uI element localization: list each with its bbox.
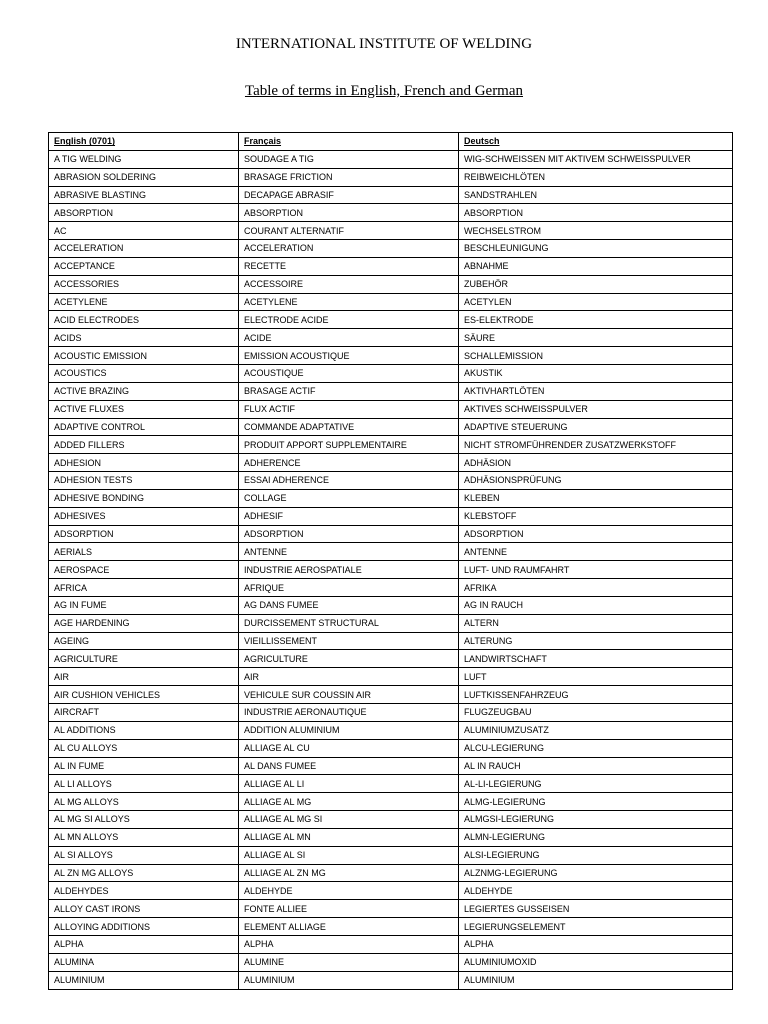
french-term: ALLIAGE AL LI (239, 775, 459, 793)
french-term: BRASAGE ACTIF (239, 382, 459, 400)
english-term: AEROSPACE (49, 561, 239, 579)
french-term: ELEMENT ALLIAGE (239, 918, 459, 936)
french-term: ACIDE (239, 329, 459, 347)
french-term: FONTE ALLIEE (239, 900, 459, 918)
table-row (49, 686, 733, 704)
table-row (49, 507, 733, 525)
german-term: ALTERUNG (459, 632, 733, 650)
header-french: Français (239, 133, 459, 151)
english-term: ACETYLENE (49, 293, 239, 311)
table-row (49, 971, 733, 989)
table-row (49, 918, 733, 936)
table-row (49, 382, 733, 400)
french-term: ALUMINE (239, 953, 459, 971)
french-term: PRODUIT APPORT SUPPLEMENTAIRE (239, 436, 459, 454)
english-term: AL MG ALLOYS (49, 793, 239, 811)
table-row (49, 275, 733, 293)
german-term: NICHT STROMFÜHRENDER ZUSATZWERKSTOFF (459, 436, 733, 454)
german-term: LUFT (459, 668, 733, 686)
english-term: ACIDS (49, 329, 239, 347)
french-term: ALLIAGE AL ZN MG (239, 864, 459, 882)
table-row (49, 293, 733, 311)
table-row (49, 454, 733, 472)
french-term: DURCISSEMENT STRUCTURAL (239, 614, 459, 632)
french-term: AFRIQUE (239, 579, 459, 597)
table-row (49, 739, 733, 757)
german-term: SÄURE (459, 329, 733, 347)
french-term: ALLIAGE AL MG SI (239, 811, 459, 829)
english-term: ALPHA (49, 935, 239, 953)
english-term: ADHESIVES (49, 507, 239, 525)
german-term: ALPHA (459, 935, 733, 953)
german-term: AL-LI-LEGIERUNG (459, 775, 733, 793)
german-term: ALZNMG-LEGIERUNG (459, 864, 733, 882)
table-row (49, 614, 733, 632)
table-row (49, 222, 733, 240)
table-row (49, 204, 733, 222)
table-row (49, 329, 733, 347)
table-row (49, 757, 733, 775)
english-term: ALLOY CAST IRONS (49, 900, 239, 918)
terms-table-body (49, 150, 733, 989)
english-term: ACTIVE FLUXES (49, 400, 239, 418)
english-term: ALUMINIUM (49, 971, 239, 989)
english-term: ADHESION (49, 454, 239, 472)
english-term: AL CU ALLOYS (49, 739, 239, 757)
french-term: ESSAI ADHERENCE (239, 472, 459, 490)
german-term: ALCU-LEGIERUNG (459, 739, 733, 757)
english-term: ACOUSTICS (49, 364, 239, 382)
german-term: FLUGZEUGBAU (459, 704, 733, 722)
english-term: AL SI ALLOYS (49, 846, 239, 864)
table-row (49, 721, 733, 739)
french-term: ABSORPTION (239, 204, 459, 222)
english-term: AG IN FUME (49, 596, 239, 614)
german-term: ALTERN (459, 614, 733, 632)
french-term: ALLIAGE AL MN (239, 828, 459, 846)
french-term: BRASAGE FRICTION (239, 168, 459, 186)
english-term: ALDEHYDES (49, 882, 239, 900)
document-subtitle: Table of terms in English, French and German (244, 83, 524, 99)
german-term: ANTENNE (459, 543, 733, 561)
german-term: AL IN RAUCH (459, 757, 733, 775)
german-term: ALDEHYDE (459, 882, 733, 900)
french-term: COMMANDE ADAPTATIVE (239, 418, 459, 436)
table-header-row (49, 133, 733, 151)
german-term: LEGIERUNGSELEMENT (459, 918, 733, 936)
header-german: Deutsch (459, 133, 733, 151)
page-title: INTERNATIONAL INSTITUTE OF WELDING (235, 36, 533, 52)
english-term: AGEING (49, 632, 239, 650)
english-term: ACTIVE BRAZING (49, 382, 239, 400)
german-term: AKUSTIK (459, 364, 733, 382)
table-row (49, 793, 733, 811)
table-row (49, 472, 733, 490)
french-term: ALPHA (239, 935, 459, 953)
german-term: AKTIVES SCHWEISSPULVER (459, 400, 733, 418)
table-row (49, 811, 733, 829)
french-term: DECAPAGE ABRASIF (239, 186, 459, 204)
table-row (49, 828, 733, 846)
table-row (49, 596, 733, 614)
english-term: AL ZN MG ALLOYS (49, 864, 239, 882)
english-term: ADSORPTION (49, 525, 239, 543)
english-term: ALUMINA (49, 953, 239, 971)
english-term: ADHESION TESTS (49, 472, 239, 490)
table-row (49, 257, 733, 275)
german-term: LANDWIRTSCHAFT (459, 650, 733, 668)
english-term: AIR (49, 668, 239, 686)
french-term: AIR (239, 668, 459, 686)
table-row (49, 543, 733, 561)
table-row (49, 418, 733, 436)
french-term: ELECTRODE ACIDE (239, 311, 459, 329)
english-term: ACCEPTANCE (49, 257, 239, 275)
german-term: ALMGSI-LEGIERUNG (459, 811, 733, 829)
english-term: ADHESIVE BONDING (49, 489, 239, 507)
french-term: INDUSTRIE AERONAUTIQUE (239, 704, 459, 722)
french-term: ACOUSTIQUE (239, 364, 459, 382)
french-term: INDUSTRIE AEROSPATIALE (239, 561, 459, 579)
table-row (49, 168, 733, 186)
german-term: AKTIVHARTLÖTEN (459, 382, 733, 400)
german-term: KLEBSTOFF (459, 507, 733, 525)
german-term: WECHSELSTROM (459, 222, 733, 240)
table-row (49, 935, 733, 953)
french-term: ALDEHYDE (239, 882, 459, 900)
german-term: KLEBEN (459, 489, 733, 507)
french-term: ALLIAGE AL MG (239, 793, 459, 811)
french-term: ACCESSOIRE (239, 275, 459, 293)
header-english: English (0701) (49, 133, 239, 151)
german-term: ALUMINIUMZUSATZ (459, 721, 733, 739)
german-term: SANDSTRAHLEN (459, 186, 733, 204)
german-term: SCHALLEMISSION (459, 347, 733, 365)
table-row (49, 632, 733, 650)
english-term: ALLOYING ADDITIONS (49, 918, 239, 936)
french-term: ADDITION ALUMINIUM (239, 721, 459, 739)
table-row (49, 347, 733, 365)
french-term: ADHERENCE (239, 454, 459, 472)
german-term: ADHÄSION (459, 454, 733, 472)
english-term: ABRASIVE BLASTING (49, 186, 239, 204)
german-term: LUFT- UND RAUMFAHRT (459, 561, 733, 579)
english-term: ABRASION SOLDERING (49, 168, 239, 186)
english-term: AIR CUSHION VEHICLES (49, 686, 239, 704)
german-term: ES-ELEKTRODE (459, 311, 733, 329)
french-term: AL DANS FUMEE (239, 757, 459, 775)
english-term: ACCELERATION (49, 240, 239, 258)
german-term: ABSORPTION (459, 204, 733, 222)
table-row (49, 864, 733, 882)
german-term: ACETYLEN (459, 293, 733, 311)
english-term: AL MN ALLOYS (49, 828, 239, 846)
english-term: ACOUSTIC EMISSION (49, 347, 239, 365)
french-term: ADHESIF (239, 507, 459, 525)
table-row (49, 579, 733, 597)
english-term: AC (49, 222, 239, 240)
german-term: LEGIERTES GUSSEISEN (459, 900, 733, 918)
german-term: ALUMINIUMOXID (459, 953, 733, 971)
terms-table (48, 132, 733, 990)
table-row (49, 525, 733, 543)
french-term: ANTENNE (239, 543, 459, 561)
french-term: ALUMINIUM (239, 971, 459, 989)
french-term: AGRICULTURE (239, 650, 459, 668)
english-term: ADAPTIVE CONTROL (49, 418, 239, 436)
table-row (49, 311, 733, 329)
table-row (49, 186, 733, 204)
french-term: AG DANS FUMEE (239, 596, 459, 614)
french-term: ALLIAGE AL SI (239, 846, 459, 864)
english-term: ABSORPTION (49, 204, 239, 222)
german-term: LUFTKISSENFAHRZEUG (459, 686, 733, 704)
german-term: ALMN-LEGIERUNG (459, 828, 733, 846)
english-term: AL ADDITIONS (49, 721, 239, 739)
german-term: REIBWEICHLÖTEN (459, 168, 733, 186)
english-term: AGRICULTURE (49, 650, 239, 668)
english-term: AIRCRAFT (49, 704, 239, 722)
table-row (49, 240, 733, 258)
table-row (49, 650, 733, 668)
table-row (49, 953, 733, 971)
table-row (49, 561, 733, 579)
table-row (49, 846, 733, 864)
english-term: A TIG WELDING (49, 150, 239, 168)
german-term: AFRIKA (459, 579, 733, 597)
german-term: ZUBEHÖR (459, 275, 733, 293)
english-term: AL LI ALLOYS (49, 775, 239, 793)
table-row (49, 150, 733, 168)
german-term: BESCHLEUNIGUNG (459, 240, 733, 258)
french-term: ACCELERATION (239, 240, 459, 258)
french-term: VEHICULE SUR COUSSIN AIR (239, 686, 459, 704)
french-term: ACETYLENE (239, 293, 459, 311)
table-row (49, 882, 733, 900)
french-term: ADSORPTION (239, 525, 459, 543)
german-term: ALMG-LEGIERUNG (459, 793, 733, 811)
french-term: COURANT ALTERNATIF (239, 222, 459, 240)
english-term: AGE HARDENING (49, 614, 239, 632)
table-row (49, 400, 733, 418)
table-row (49, 704, 733, 722)
table-row (49, 668, 733, 686)
english-term: ACCESSORIES (49, 275, 239, 293)
table-row (49, 436, 733, 454)
english-term: AFRICA (49, 579, 239, 597)
french-term: FLUX ACTIF (239, 400, 459, 418)
french-term: SOUDAGE A TIG (239, 150, 459, 168)
table-row (49, 900, 733, 918)
french-term: RECETTE (239, 257, 459, 275)
french-term: COLLAGE (239, 489, 459, 507)
french-term: EMISSION ACOUSTIQUE (239, 347, 459, 365)
english-term: AL IN FUME (49, 757, 239, 775)
english-term: AERIALS (49, 543, 239, 561)
english-term: ADDED FILLERS (49, 436, 239, 454)
english-term: ACID ELECTRODES (49, 311, 239, 329)
german-term: ALSI-LEGIERUNG (459, 846, 733, 864)
german-term: ADAPTIVE STEUERUNG (459, 418, 733, 436)
german-term: ADHÄSIONSPRÜFUNG (459, 472, 733, 490)
table-row (49, 489, 733, 507)
german-term: ADSORPTION (459, 525, 733, 543)
table-row (49, 775, 733, 793)
french-term: ALLIAGE AL CU (239, 739, 459, 757)
english-term: AL MG SI ALLOYS (49, 811, 239, 829)
german-term: ALUMINIUM (459, 971, 733, 989)
german-term: WIG-SCHWEISSEN MIT AKTIVEM SCHWEISSPULVER (459, 150, 733, 168)
german-term: AG IN RAUCH (459, 596, 733, 614)
table-row (49, 364, 733, 382)
german-term: ABNAHME (459, 257, 733, 275)
french-term: VIEILLISSEMENT (239, 632, 459, 650)
